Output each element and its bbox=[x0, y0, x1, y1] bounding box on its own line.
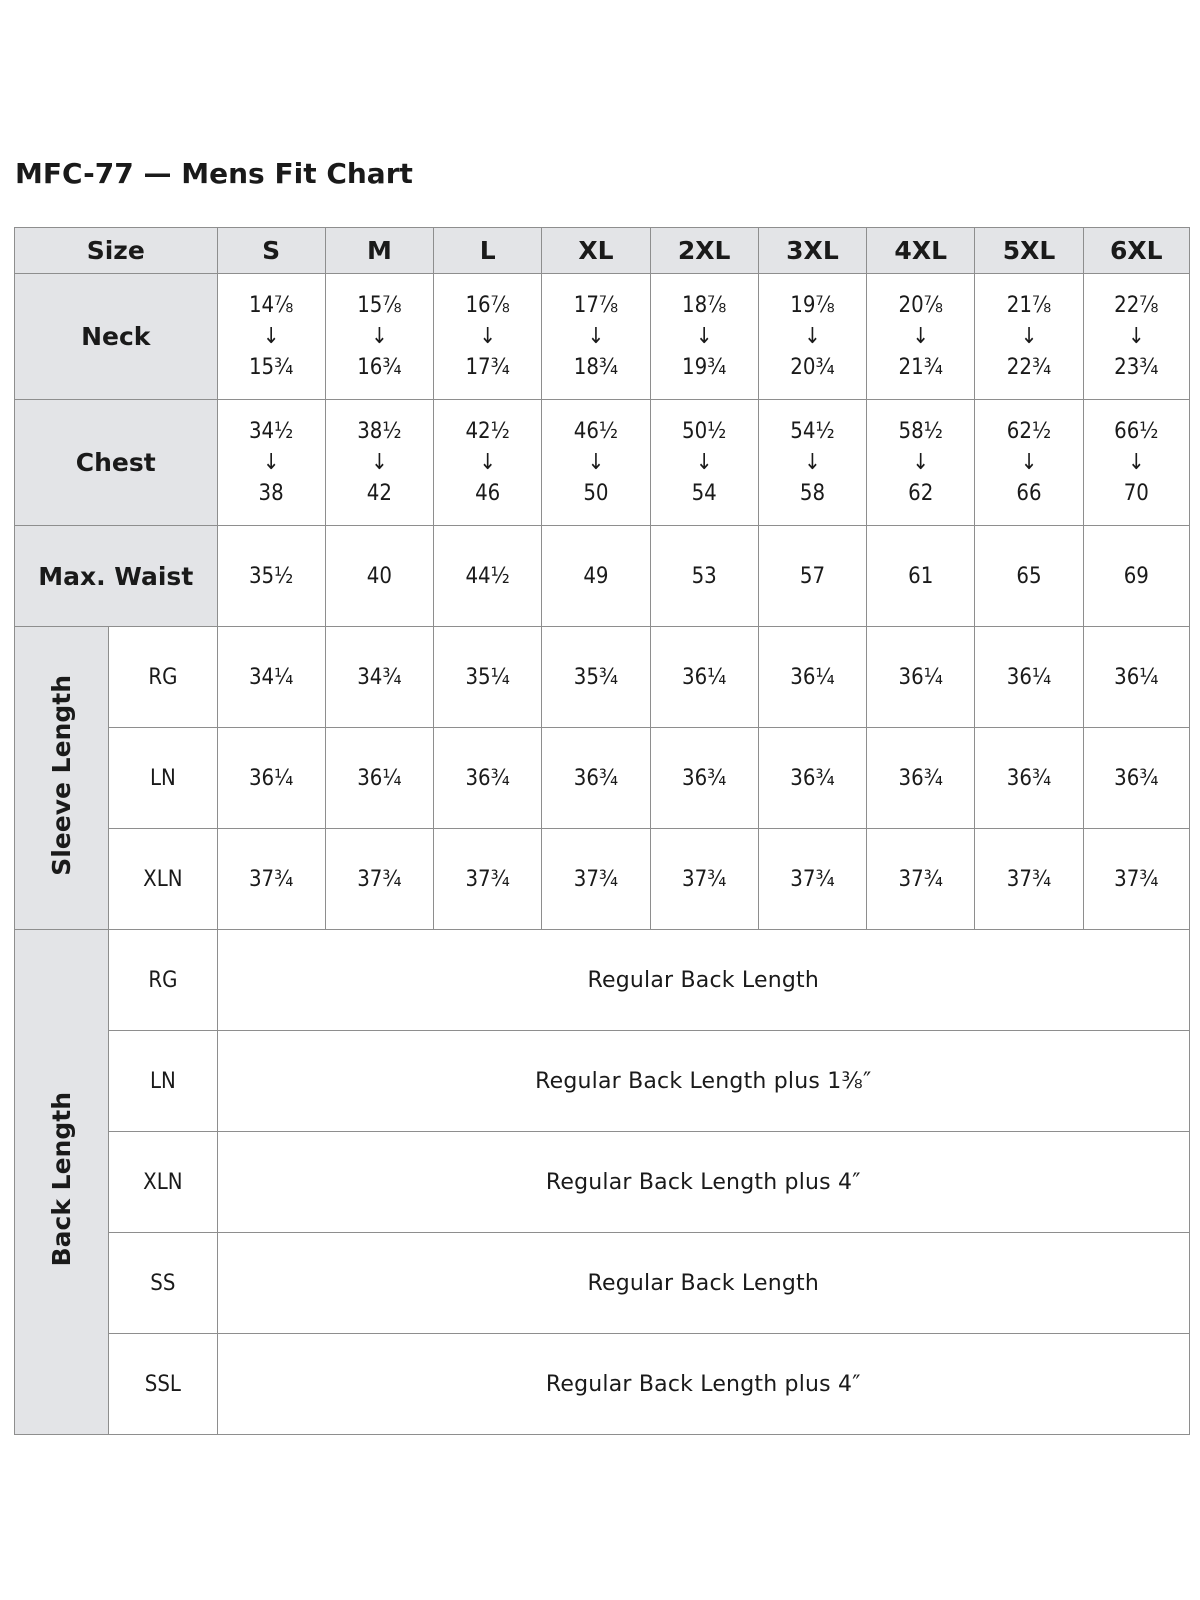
neck-cell bbox=[325, 274, 433, 400]
sleeve-cell: 36¼ bbox=[325, 728, 433, 829]
arrow-down-icon: ↓ bbox=[587, 324, 605, 349]
neck-from-value: 21⅞ bbox=[1006, 293, 1052, 318]
back-fit-label: LN bbox=[109, 1031, 217, 1132]
sleeve-length-vertical-label: Sleeve Length bbox=[47, 674, 77, 876]
arrow-down-icon: ↓ bbox=[804, 450, 821, 475]
size-header-cell: 4XL bbox=[867, 228, 975, 274]
neck-from-value: 19⅞ bbox=[790, 293, 835, 318]
arrow-down-icon: ↓ bbox=[912, 324, 930, 349]
neck-to-value: 20¾ bbox=[790, 355, 835, 380]
size-header-label: Size bbox=[15, 228, 218, 274]
sleeve-cell: 36¾ bbox=[542, 728, 650, 829]
sleeve-cell: 37¾ bbox=[975, 829, 1083, 930]
sleeve-cell: 37¾ bbox=[867, 829, 975, 930]
neck-cell bbox=[542, 274, 650, 400]
back-length-value: Regular Back Length plus 1⅜″ bbox=[217, 1031, 1190, 1132]
sleeve-cell: 36¼ bbox=[975, 627, 1083, 728]
sleeve-cell: 34¾ bbox=[325, 627, 433, 728]
sleeve-row-ln bbox=[15, 728, 1190, 829]
sleeve-fit-label: RG bbox=[109, 627, 217, 728]
neck-cell bbox=[217, 274, 325, 400]
back-length-value: Regular Back Length plus 4″ bbox=[217, 1334, 1190, 1435]
chest-from-value: 50½ bbox=[682, 419, 727, 444]
sleeve-cell: 37¾ bbox=[325, 829, 433, 930]
back-length-value: Regular Back Length plus 4″ bbox=[217, 1132, 1190, 1233]
arrow-down-icon: ↓ bbox=[912, 450, 930, 475]
chest-cell bbox=[434, 400, 542, 526]
waist-cell: 44½ bbox=[434, 526, 542, 627]
waist-cell: 69 bbox=[1083, 526, 1189, 627]
sleeve-cell: 36¼ bbox=[867, 627, 975, 728]
arrow-down-icon: ↓ bbox=[371, 324, 388, 349]
neck-to-value: 17¾ bbox=[465, 355, 510, 380]
sleeve-cell: 36¾ bbox=[975, 728, 1083, 829]
chest-cell bbox=[325, 400, 433, 526]
chest-cell bbox=[758, 400, 866, 526]
chest-to-value: 42 bbox=[366, 481, 392, 506]
back-row-ss bbox=[15, 1233, 1190, 1334]
neck-to-value: 21¾ bbox=[898, 355, 943, 380]
waist-cell: 40 bbox=[325, 526, 433, 627]
sleeve-cell: 37¾ bbox=[758, 829, 866, 930]
arrow-down-icon: ↓ bbox=[479, 450, 496, 475]
neck-cell bbox=[1083, 274, 1189, 400]
arrow-down-icon: ↓ bbox=[1128, 324, 1145, 349]
size-header-cell: XL bbox=[542, 228, 650, 274]
chest-from-value: 34½ bbox=[248, 419, 294, 444]
sleeve-cell: 34¼ bbox=[217, 627, 325, 728]
arrow-down-icon: ↓ bbox=[804, 324, 821, 349]
arrow-down-icon: ↓ bbox=[371, 450, 388, 475]
back-row-rg bbox=[15, 930, 1190, 1031]
arrow-down-icon: ↓ bbox=[695, 324, 713, 349]
sleeve-cell: 36¼ bbox=[758, 627, 866, 728]
size-header-cell: M bbox=[325, 228, 433, 274]
neck-cell bbox=[867, 274, 975, 400]
chest-to-value: 66 bbox=[1016, 481, 1042, 506]
sleeve-cell: 37¾ bbox=[650, 829, 758, 930]
arrow-down-icon: ↓ bbox=[587, 450, 605, 475]
chest-from-value: 54½ bbox=[790, 419, 835, 444]
arrow-down-icon: ↓ bbox=[695, 450, 713, 475]
size-header-cell: 2XL bbox=[650, 228, 758, 274]
back-row-ln bbox=[15, 1031, 1190, 1132]
sleeve-cell: 36¼ bbox=[217, 728, 325, 829]
neck-to-value: 23¾ bbox=[1114, 355, 1159, 380]
arrow-down-icon: ↓ bbox=[262, 324, 280, 349]
chest-from-value: 58½ bbox=[898, 419, 943, 444]
chest-to-value: 54 bbox=[691, 481, 717, 506]
neck-from-value: 22⅞ bbox=[1114, 293, 1159, 318]
neck-to-value: 15¾ bbox=[248, 355, 294, 380]
back-row-ssl bbox=[15, 1334, 1190, 1435]
sleeve-cell: 36¾ bbox=[758, 728, 866, 829]
arrow-down-icon: ↓ bbox=[1020, 324, 1038, 349]
neck-row bbox=[15, 274, 1190, 400]
sleeve-cell: 36¾ bbox=[434, 728, 542, 829]
chest-cell bbox=[1083, 400, 1189, 526]
neck-from-value: 20⅞ bbox=[898, 293, 943, 318]
arrow-down-icon: ↓ bbox=[1128, 450, 1145, 475]
chest-cell bbox=[650, 400, 758, 526]
sleeve-cell: 36¾ bbox=[867, 728, 975, 829]
chest-from-value: 42½ bbox=[465, 419, 510, 444]
waist-cell: 61 bbox=[867, 526, 975, 627]
neck-to-value: 16¾ bbox=[357, 355, 402, 380]
sleeve-cell: 37¾ bbox=[542, 829, 650, 930]
sleeve-cell: 37¾ bbox=[1083, 829, 1189, 930]
neck-to-value: 22¾ bbox=[1006, 355, 1052, 380]
back-fit-label: SSL bbox=[109, 1334, 217, 1435]
neck-from-value: 15⅞ bbox=[357, 293, 402, 318]
sleeve-cell: 35¼ bbox=[434, 627, 542, 728]
arrow-down-icon: ↓ bbox=[1020, 450, 1038, 475]
back-length-group-label bbox=[15, 930, 109, 1435]
sleeve-row-rg bbox=[15, 627, 1190, 728]
chest-to-value: 70 bbox=[1123, 481, 1149, 506]
chest-cell bbox=[975, 400, 1083, 526]
arrow-down-icon: ↓ bbox=[479, 324, 496, 349]
sleeve-cell: 35¾ bbox=[542, 627, 650, 728]
size-header-cell: S bbox=[217, 228, 325, 274]
back-fit-label: XLN bbox=[109, 1132, 217, 1233]
size-header-cell: 5XL bbox=[975, 228, 1083, 274]
chest-cell bbox=[217, 400, 325, 526]
chest-to-value: 50 bbox=[583, 481, 609, 506]
chest-cell bbox=[867, 400, 975, 526]
back-length-value: Regular Back Length bbox=[217, 1233, 1190, 1334]
waist-row bbox=[15, 526, 1190, 627]
chest-from-value: 66½ bbox=[1114, 419, 1159, 444]
chest-from-value: 46½ bbox=[573, 419, 619, 444]
chest-row bbox=[15, 400, 1190, 526]
sleeve-cell: 36¾ bbox=[650, 728, 758, 829]
sleeve-length-group-label bbox=[15, 627, 109, 930]
waist-row-label: Max. Waist bbox=[15, 526, 218, 627]
chest-row-label: Chest bbox=[15, 400, 218, 526]
neck-cell bbox=[975, 274, 1083, 400]
neck-cell bbox=[434, 274, 542, 400]
back-row-xln bbox=[15, 1132, 1190, 1233]
waist-cell: 57 bbox=[758, 526, 866, 627]
sleeve-cell: 36¼ bbox=[1083, 627, 1189, 728]
chest-cell bbox=[542, 400, 650, 526]
sleeve-fit-label: LN bbox=[109, 728, 217, 829]
sleeve-cell: 36¾ bbox=[1083, 728, 1189, 829]
neck-cell bbox=[650, 274, 758, 400]
page-title: MFC-77 — Mens Fit Chart bbox=[15, 157, 413, 190]
neck-cell bbox=[758, 274, 866, 400]
chest-to-value: 46 bbox=[475, 481, 501, 506]
neck-to-value: 19¾ bbox=[682, 355, 727, 380]
sleeve-row-xln bbox=[15, 829, 1190, 930]
fit-chart-table bbox=[14, 227, 1190, 1435]
chest-from-value: 62½ bbox=[1006, 419, 1052, 444]
waist-cell: 65 bbox=[975, 526, 1083, 627]
sleeve-cell: 37¾ bbox=[434, 829, 542, 930]
sleeve-fit-label: XLN bbox=[109, 829, 217, 930]
size-header-cell: L bbox=[434, 228, 542, 274]
chest-to-value: 38 bbox=[258, 481, 284, 506]
waist-cell: 49 bbox=[542, 526, 650, 627]
chest-to-value: 58 bbox=[799, 481, 826, 506]
back-length-vertical-label: Back Length bbox=[47, 1091, 77, 1267]
sleeve-cell: 37¾ bbox=[217, 829, 325, 930]
back-fit-label: SS bbox=[109, 1233, 217, 1334]
size-header-row bbox=[15, 228, 1190, 274]
neck-from-value: 16⅞ bbox=[465, 293, 510, 318]
neck-from-value: 17⅞ bbox=[573, 293, 619, 318]
neck-row-label: Neck bbox=[15, 274, 218, 400]
waist-cell: 53 bbox=[650, 526, 758, 627]
chest-to-value: 62 bbox=[908, 481, 934, 506]
back-length-value: Regular Back Length bbox=[217, 930, 1190, 1031]
waist-cell: 35½ bbox=[217, 526, 325, 627]
size-header-cell: 6XL bbox=[1083, 228, 1189, 274]
neck-from-value: 14⅞ bbox=[248, 293, 294, 318]
arrow-down-icon: ↓ bbox=[262, 450, 280, 475]
neck-from-value: 18⅞ bbox=[682, 293, 727, 318]
size-header-cell: 3XL bbox=[758, 228, 866, 274]
back-fit-label: RG bbox=[109, 930, 217, 1031]
sleeve-cell: 36¼ bbox=[650, 627, 758, 728]
chest-from-value: 38½ bbox=[357, 419, 402, 444]
neck-to-value: 18¾ bbox=[573, 355, 619, 380]
